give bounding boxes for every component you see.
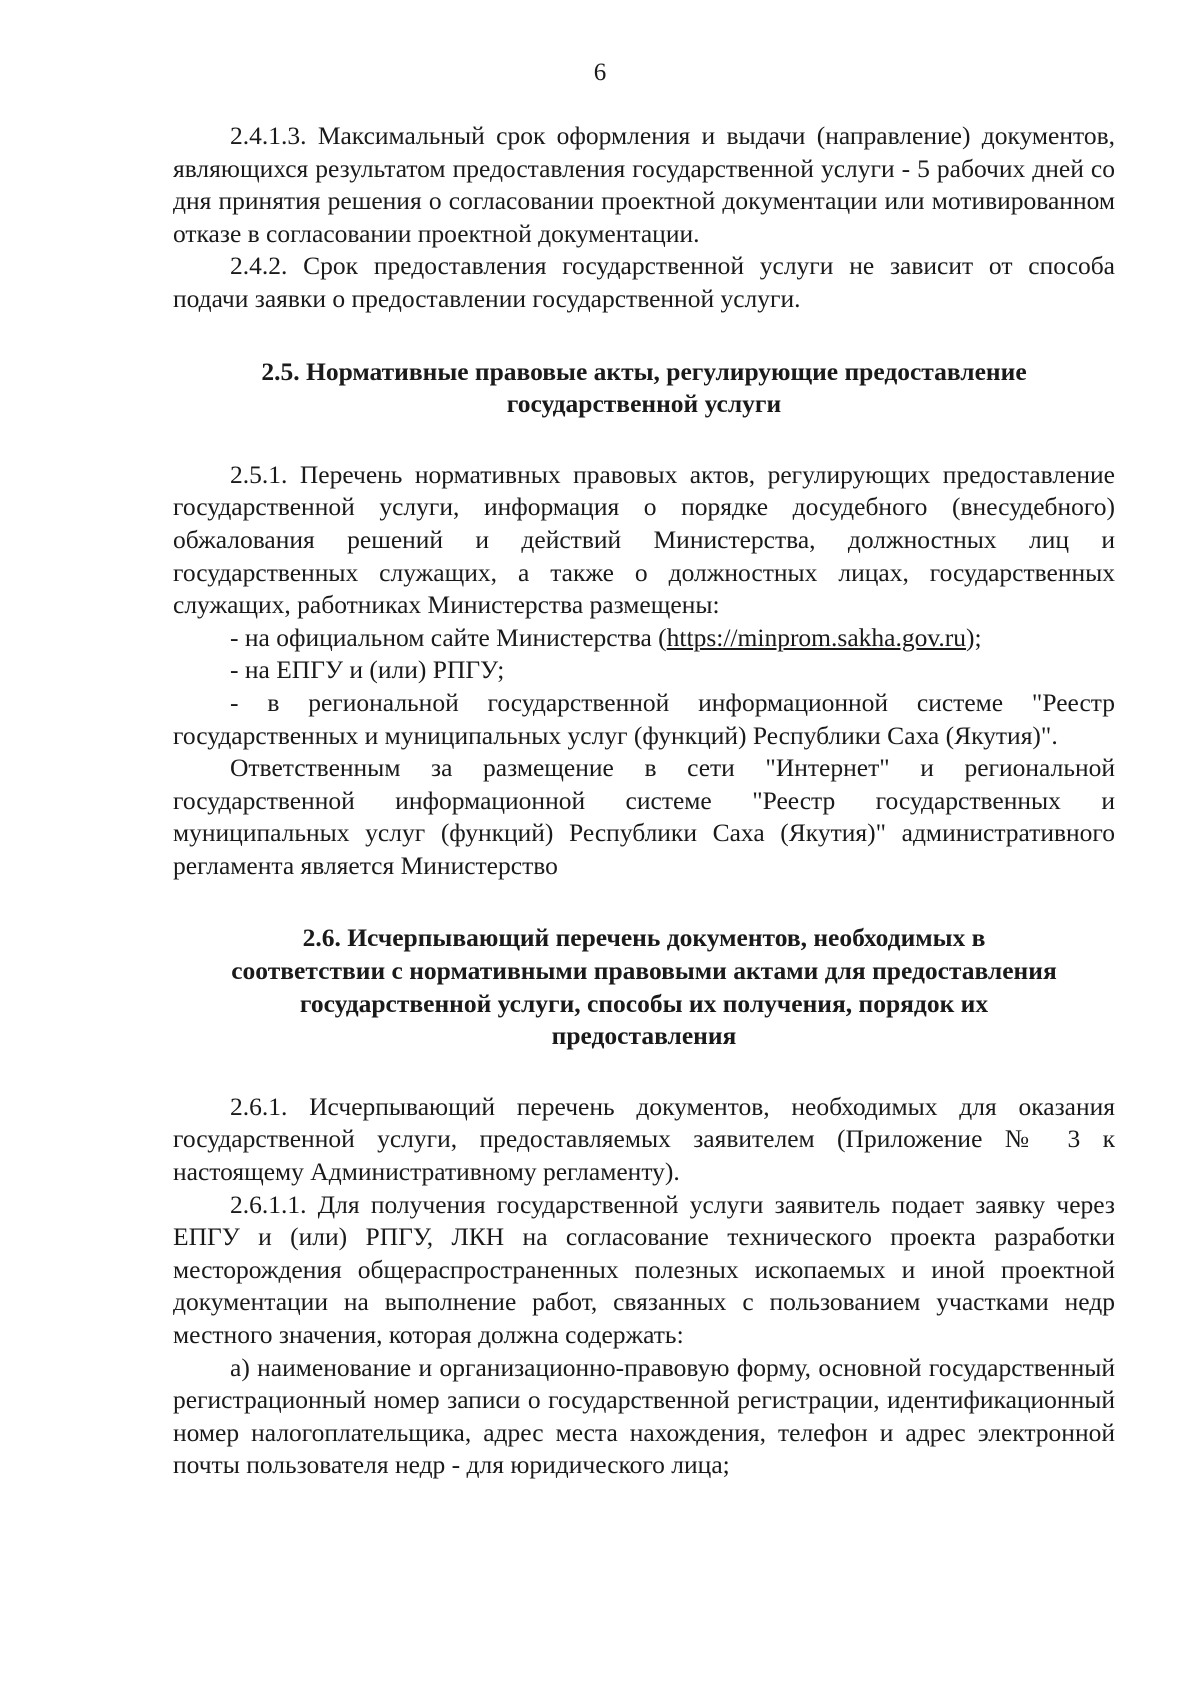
list-item-official-site-suffix: ); [966, 622, 982, 652]
heading-2-6-line-2: соответствии с нормативными правовыми актами для предоставления [231, 956, 1057, 986]
heading-2-6-line-1: 2.6. Исчерпывающий перечень документов, необходимых в [302, 923, 986, 953]
paragraph-item-a: а) наименование и организационно-правовую форму, основной государственный регистрационный номер записи о государственной регистрации, идентификационный номер налогоплательщика, адрес места нахождения, телефон и адрес электронной почты пользователя недр - для юридического лица; [173, 1352, 1115, 1480]
list-item-official-site [173, 622, 1115, 655]
paragraph-2-6-1-1: 2.6.1.1. Для получения государственной услуги заявитель подает заявку через ЕПГУ и (или) РПГУ, ЛКН на согласование технического проекта разработки месторождения общераспространенных полезных ископаемых и иной проектной документации на выполнение работ, связанных с пользованием участками недр местного значения, которая должна содержать: [173, 1189, 1115, 1349]
heading-2-6-line-4: предоставления [551, 1021, 737, 1051]
list-item-registry: - в региональной государственной информационной системе "Реестр государственных и муниципальных услуг (функций) Республики Саха (Якутия)". [173, 687, 1115, 750]
paragraph-2-6-1: 2.6.1. Исчерпывающий перечень документов, необходимых для оказания государственной услуги, предоставляемых заявителем (Приложение № 3 к настоящему Административному регламенту). [173, 1091, 1115, 1187]
paragraph-2-5-1: 2.5.1. Перечень нормативных правовых актов, регулирующих предоставление государственной услуги, информация о порядке досудебного (внесудебного) обжалования решений и действий Министерства, должностных лиц и государственных служащих, а также о должностных лицах, государственных служащих, работниках Министерства размещены: [173, 459, 1115, 620]
page-number: 6 [593, 59, 607, 86]
paragraph-responsible: Ответственным за размещение в сети "Интернет" и региональной государственной информационной системе "Реестр государственных и муниципальных услуг (функций) Республики Саха (Якутия)" административного регламента является Министерство [173, 753, 1115, 880]
heading-2-6 [173, 922, 1115, 1052]
ministry-site-link[interactable]: https://minprom.sakha.gov.ru [666, 622, 967, 652]
heading-2-5 [173, 356, 1115, 421]
paragraph-2-4-2: 2.4.2. Срок предоставления государственной услуги не зависит от способа подачи заявки о предоставлении государственной услуги. [173, 251, 1115, 313]
list-item-official-site-prefix: - на официальном сайте Министерства ( [230, 622, 667, 652]
paragraph-2-4-1-3: 2.4.1.3. Максимальный срок оформления и выдачи (направление) документов, являющихся результатом предоставления государственной услуги - 5 рабочих дней со дня принятия решения о согласовании проектной документации или мотивированном отказе в согласовании проектной документации. [173, 121, 1115, 248]
heading-2-5-line-1: 2.5. Нормативные правовые акты, регулирующие предоставление [261, 356, 1027, 386]
list-item-epgu: - на ЕПГУ и (или) РПГУ; [230, 655, 505, 685]
page-content [173, 120, 1115, 1482]
heading-2-6-line-3: государственной услуги, способы их получения, порядок их [299, 988, 989, 1018]
heading-2-5-line-2: государственной услуги [506, 389, 782, 419]
